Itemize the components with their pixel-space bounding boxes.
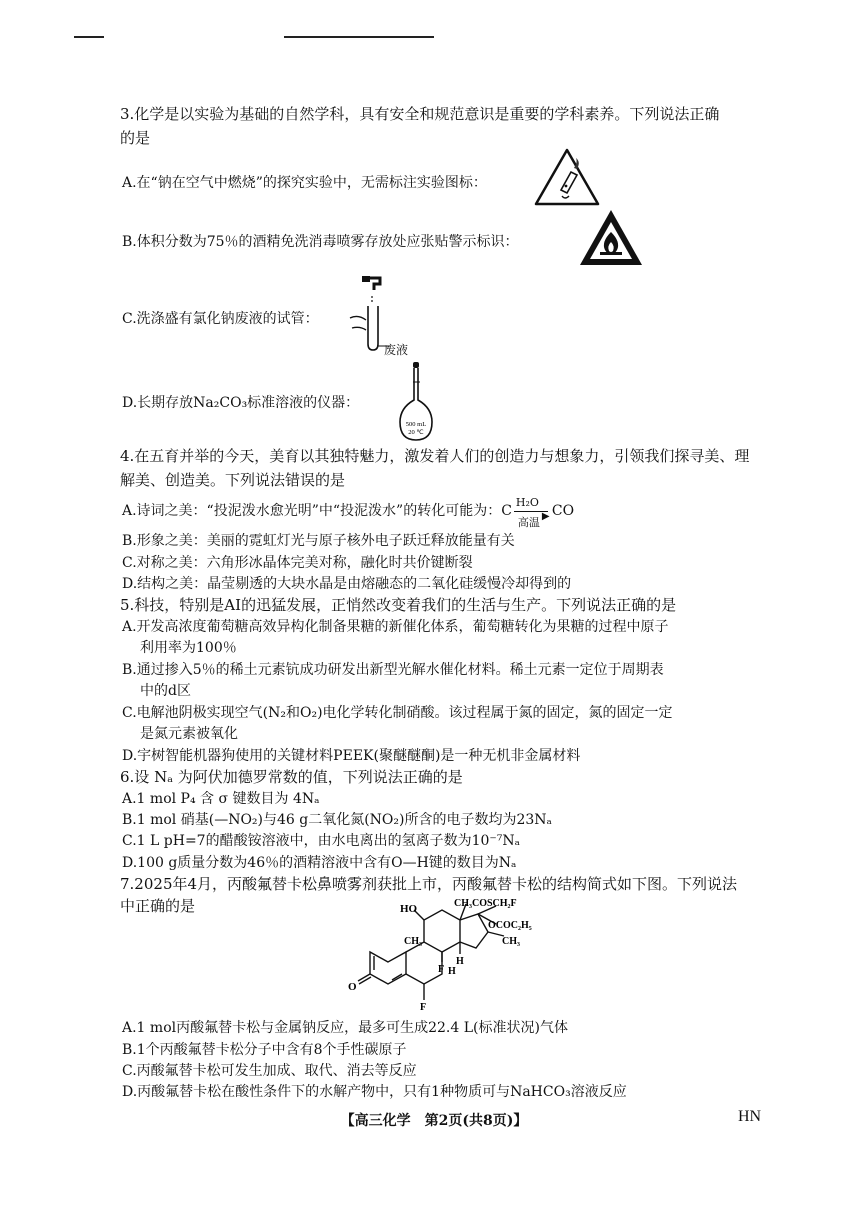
q6-option-a: A.1 mol P₄ 含 σ 键数目为 4Nₐ: [122, 791, 320, 807]
mol-label-f9: F: [438, 964, 445, 975]
arrow-head: ▶: [541, 511, 550, 522]
q5-option-c-line1: C.电解池阴极实现空气(N₂和O₂)电化学转化制硝酸。该过程属于氮的固定，氮的固定一定: [122, 705, 673, 721]
q3-option-b: B.体积分数为75％的酒精免洗消毒喷雾存放处应张贴警示标识：: [122, 234, 519, 250]
mol-label-ho: HO: [400, 903, 418, 915]
fluticasone-propionate-structure: [348, 896, 548, 1016]
q5-option-c-line2: 是氮元素被氧化: [140, 726, 238, 742]
q5-option-b-line1: B.通过掺入5％的稀土元素钪成功研发出新型光解水催化材料。稀土元素一定位于周期表: [122, 662, 664, 678]
flammable-warning-icon: [578, 208, 644, 268]
q7-option-b: B.1个丙酸氟替卡松分子中含有8个手性碳原子: [122, 1042, 407, 1058]
q3-option-a: A.在“钠在空气中燃烧”的探究实验中，无需标注实验图标：: [122, 175, 487, 191]
q6-option-b: B.1 mol 硝基(—NO₂)与46 g二氧化氮(NO₂)所含的电子数均为23Nₐ: [122, 812, 552, 828]
arrow-condition-below: 高温: [517, 516, 540, 529]
top-rule-center: [284, 36, 434, 38]
mol-label-ch3-c13: CH₃: [454, 898, 472, 909]
q3-stem-line2: 的是: [120, 129, 151, 147]
q4-stem-line2: 解美、创造美。下列说法错误的是: [120, 471, 346, 489]
arrow-condition-above: H₂O: [515, 496, 539, 509]
q7-option-d: D.丙酸氟替卡松在酸性条件下的水解产物中，只有1种物质可与NaHCO₃溶液反应: [122, 1084, 627, 1100]
page-footer: 【高三化学 第2页(共8页)】: [340, 1113, 528, 1129]
q3-option-c: C.洗涤盛有氯化钠废液的试管：: [122, 311, 319, 327]
q7-stem-line1: 7.2025年4月，丙酸氟替卡松鼻喷雾剂获批上市，丙酸氟替卡松的结构简式如下图。下列说法: [120, 875, 738, 893]
q3-stem-line1: 3.化学是以实验为基础的自然学科，具有安全和规范意识是重要的学科素养。下列说法正确: [120, 105, 720, 123]
q7-option-c: C.丙酸氟替卡松可发生加成、取代、消去等反应: [122, 1063, 417, 1079]
mol-label-cosch2f: COSCH₂F: [472, 898, 517, 909]
q4-option-a-text: A.诗词之美：“投泥泼水愈光明”中“投泥泼水”的转化可能为：C: [122, 503, 512, 519]
q3-option-c-waste-label: 废液: [384, 343, 409, 357]
q3-option-d: D.长期存放Na₂CO₃标准溶液的仪器：: [122, 395, 360, 411]
q5-option-b-line2: 中的d区: [140, 683, 191, 699]
q7-stem-line2: 中正确的是: [120, 897, 196, 915]
q5-stem: 5.科技，特别是AI的迅猛发展，正悄然改变着我们的生活与生产。下列说法正确的是: [120, 596, 677, 614]
flask-volume-label: 500 mL: [405, 421, 427, 428]
flask-temperature-label: 20 ℃: [408, 429, 424, 436]
region-code: HN: [738, 1108, 762, 1125]
q4-option-c: C.对称之美：六角形冰晶体完美对称，融化时共价键断裂: [122, 555, 473, 571]
q4-option-a-product: CO: [551, 503, 575, 519]
mol-label-f6: F: [420, 1002, 427, 1013]
q6-stem: 6.设 Nₐ 为阿伏加德罗常数的值，下列说法正确的是: [120, 768, 463, 786]
mol-label-ch3-c16: CH₃: [502, 936, 520, 947]
q7-option-a: A.1 mol丙酸氟替卡松与金属钠反应，最多可生成22.4 L(标准状况)气体: [122, 1020, 568, 1036]
top-rule-left: [74, 36, 104, 38]
mol-label-ch3-c10: CH₃: [404, 936, 422, 947]
mol-label-ketone-o: O: [348, 981, 357, 993]
q6-option-c: C.1 L pH=7的醋酸铵溶液中，由水电离出的氢离子数为10⁻⁷Nₐ: [122, 833, 521, 849]
q6-option-d: D.100 g质量分数为46％的酒精溶液中含有O—H键的数目为Nₐ: [122, 855, 517, 871]
q4-option-d: D.结构之美：晶莹剔透的大块水晶是由熔融态的二氧化硅缓慢冷却得到的: [122, 576, 572, 592]
q5-option-a-line2: 利用率为100％: [140, 640, 237, 656]
safety-goggles-warning-icon: [532, 146, 602, 208]
q4-option-a: [122, 496, 575, 529]
reaction-arrow: [512, 496, 552, 529]
mol-label-ococ2h5: OCOC₂H₅: [488, 920, 532, 931]
q4-stem-line1: 4.在五育并举的今天，美育以其独特魅力，激发着人们的创造力与想象力，引领我们探寻美、理: [120, 447, 750, 465]
q5-option-a-line1: A.开发高浓度葡萄糖高效异构化制备果糖的新催化体系，葡萄糖转化为果糖的过程中原子: [122, 619, 669, 635]
volumetric-flask-diagram: [396, 360, 444, 444]
mol-label-h14: H: [456, 956, 464, 967]
q4-option-b: B.形象之美：美丽的霓虹灯光与原子核外电子跃迁释放能量有关: [122, 533, 515, 549]
mol-label-h8: H: [448, 966, 456, 977]
q5-option-d: D.宇树智能机器狗使用的关键材料PEEK(聚醚醚酮)是一种无机非金属材料: [122, 748, 581, 764]
